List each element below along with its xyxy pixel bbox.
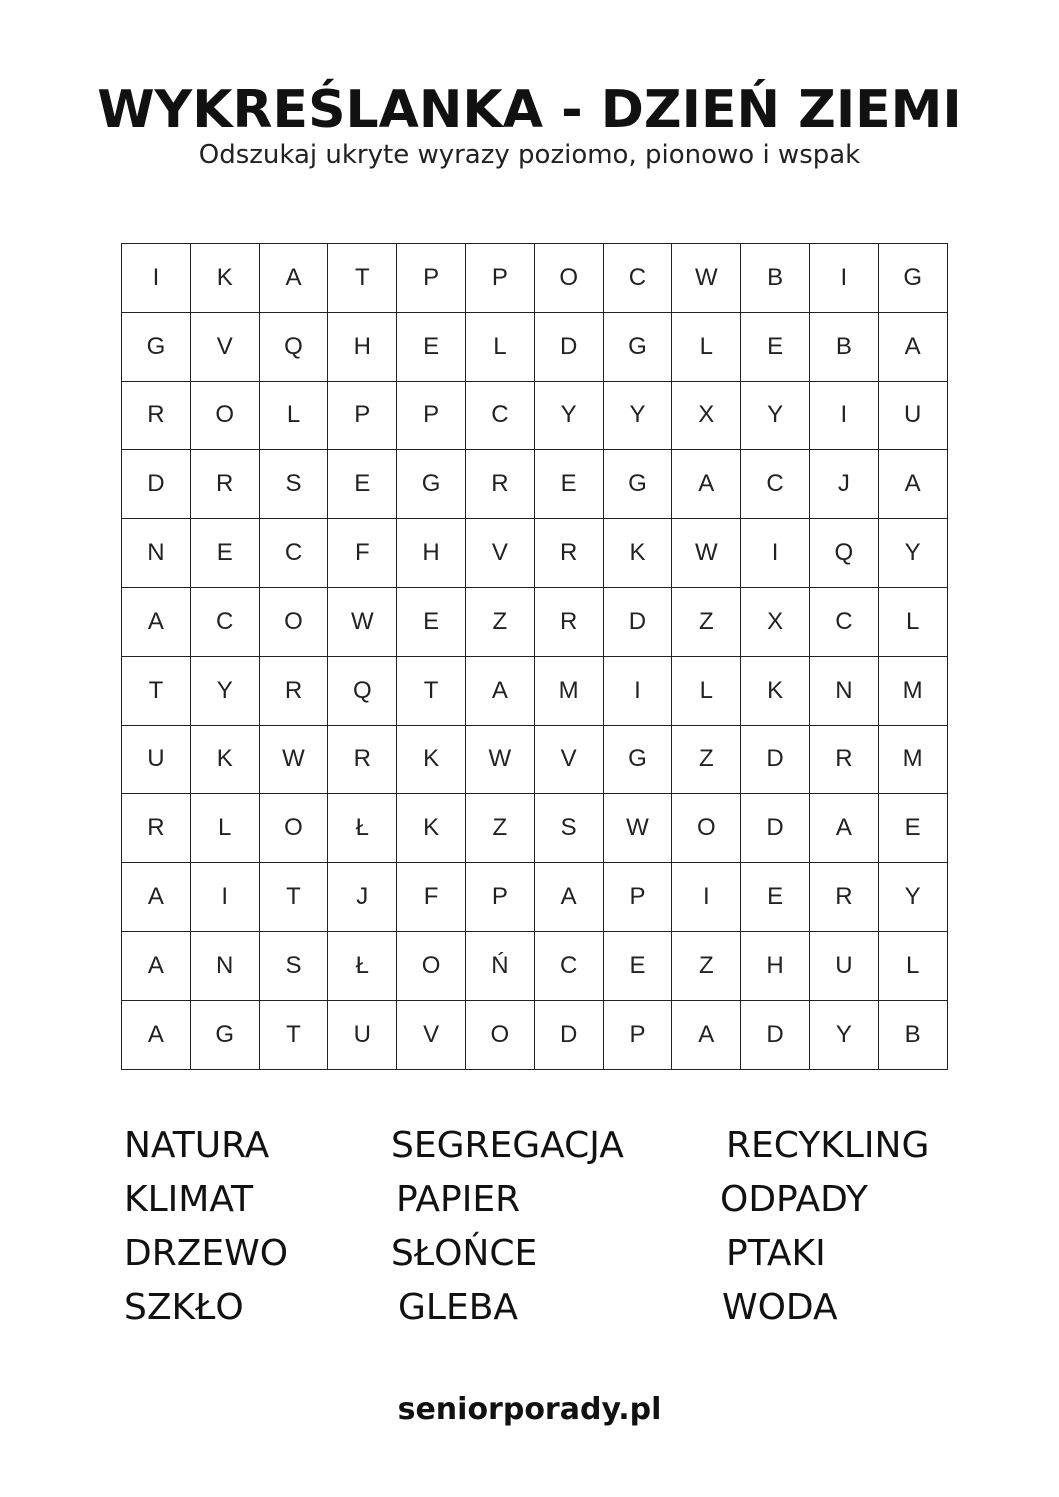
grid-cell[interactable]: W — [672, 244, 741, 313]
word-list-item: RECYKLING — [726, 1125, 930, 1166]
grid-cell[interactable]: M — [534, 656, 603, 725]
grid-cell[interactable]: C — [259, 519, 328, 588]
word-list-item: SŁOŃCE — [391, 1233, 538, 1274]
word-list-item: PAPIER — [396, 1179, 521, 1220]
grid-cell[interactable]: L — [878, 587, 947, 656]
grid-cell[interactable]: A — [672, 450, 741, 519]
grid-cell[interactable]: T — [397, 656, 466, 725]
grid-row — [122, 450, 948, 519]
grid-cell[interactable]: K — [741, 656, 810, 725]
grid-cell[interactable]: U — [328, 1000, 397, 1069]
grid-cell[interactable]: V — [190, 312, 259, 381]
grid-cell[interactable]: I — [741, 519, 810, 588]
grid-cell[interactable]: D — [534, 1000, 603, 1069]
grid-cell[interactable]: K — [397, 725, 466, 794]
grid-row — [122, 244, 948, 313]
grid-cell[interactable]: A — [878, 312, 947, 381]
grid-cell[interactable]: Y — [741, 381, 810, 450]
grid-cell[interactable]: F — [397, 863, 466, 932]
grid-cell[interactable]: D — [741, 725, 810, 794]
word-list-item: ODPADY — [720, 1179, 868, 1220]
grid-cell[interactable]: S — [259, 450, 328, 519]
word-search-grid — [121, 243, 948, 1070]
grid-cell[interactable]: J — [809, 450, 878, 519]
grid-cell[interactable]: H — [741, 931, 810, 1000]
grid-cell[interactable]: R — [534, 587, 603, 656]
grid-cell[interactable]: A — [809, 794, 878, 863]
grid-cell[interactable]: B — [809, 312, 878, 381]
word-list-item: NATURA — [124, 1125, 270, 1166]
grid-cell[interactable]: C — [534, 931, 603, 1000]
page-title: WYKREŚLANKA - DZIEŃ ZIEMI — [97, 80, 962, 140]
grid-cell[interactable]: B — [878, 1000, 947, 1069]
grid-cell[interactable]: A — [122, 863, 191, 932]
grid-cell[interactable]: I — [672, 863, 741, 932]
grid-row — [122, 794, 948, 863]
grid-cell[interactable]: E — [741, 312, 810, 381]
grid-cell[interactable]: R — [122, 794, 191, 863]
word-list-item: SEGREGACJA — [391, 1125, 624, 1166]
grid-cell[interactable]: Y — [190, 656, 259, 725]
grid-cell[interactable]: W — [672, 519, 741, 588]
grid-cell[interactable]: L — [878, 931, 947, 1000]
grid-cell[interactable]: O — [259, 794, 328, 863]
grid-cell[interactable]: V — [397, 1000, 466, 1069]
grid-cell[interactable]: S — [259, 931, 328, 1000]
grid-cell[interactable]: P — [465, 863, 534, 932]
grid-cell[interactable]: K — [190, 725, 259, 794]
grid-row — [122, 931, 948, 1000]
grid-cell[interactable]: F — [328, 519, 397, 588]
grid-cell[interactable]: Z — [672, 587, 741, 656]
grid-cell[interactable]: D — [603, 587, 672, 656]
word-list-item: GLEBA — [398, 1287, 519, 1328]
grid-cell[interactable]: T — [328, 244, 397, 313]
grid-row — [122, 587, 948, 656]
grid-cell[interactable]: P — [397, 381, 466, 450]
grid-cell[interactable]: T — [122, 656, 191, 725]
grid-cell[interactable]: D — [534, 312, 603, 381]
grid-cell[interactable]: U — [878, 381, 947, 450]
grid-cell[interactable]: W — [328, 587, 397, 656]
grid-cell[interactable]: Z — [465, 587, 534, 656]
grid-cell[interactable]: U — [122, 725, 191, 794]
grid-cell[interactable]: P — [328, 381, 397, 450]
grid-cell[interactable]: Q — [809, 519, 878, 588]
grid-cell[interactable]: K — [603, 519, 672, 588]
grid-cell[interactable]: I — [122, 244, 191, 313]
grid-cell[interactable]: N — [190, 931, 259, 1000]
grid-cell[interactable]: M — [878, 725, 947, 794]
grid-cell[interactable]: R — [809, 863, 878, 932]
grid-row — [122, 725, 948, 794]
grid-cell[interactable]: N — [122, 519, 191, 588]
word-list-item: WODA — [722, 1287, 838, 1328]
grid-cell[interactable]: O — [465, 1000, 534, 1069]
grid-row — [122, 656, 948, 725]
grid-cell[interactable]: Q — [259, 312, 328, 381]
grid-cell[interactable]: H — [397, 519, 466, 588]
grid-cell[interactable]: T — [259, 1000, 328, 1069]
word-list-item: PTAKI — [726, 1233, 826, 1274]
word-list-item: DRZEWO — [124, 1233, 289, 1274]
grid-cell[interactable]: V — [534, 725, 603, 794]
grid-cell[interactable]: D — [741, 794, 810, 863]
grid-cell[interactable]: N — [809, 656, 878, 725]
grid-cell[interactable]: E — [190, 519, 259, 588]
grid-row — [122, 863, 948, 932]
grid-cell[interactable]: C — [809, 587, 878, 656]
grid-cell[interactable]: A — [259, 244, 328, 313]
grid-cell[interactable]: G — [603, 450, 672, 519]
grid-cell[interactable]: K — [190, 244, 259, 313]
grid-cell[interactable]: D — [122, 450, 191, 519]
grid-row — [122, 312, 948, 381]
grid-cell[interactable]: W — [259, 725, 328, 794]
grid-cell[interactable]: E — [397, 587, 466, 656]
grid-cell[interactable]: B — [741, 244, 810, 313]
grid-cell[interactable]: T — [259, 863, 328, 932]
grid-cell[interactable]: U — [809, 931, 878, 1000]
grid-cell[interactable]: R — [465, 450, 534, 519]
grid-cell[interactable]: A — [122, 1000, 191, 1069]
grid-cell[interactable]: S — [534, 794, 603, 863]
grid-cell[interactable]: C — [741, 450, 810, 519]
grid-cell[interactable]: I — [603, 656, 672, 725]
grid-cell[interactable]: R — [259, 656, 328, 725]
grid-cell[interactable]: A — [465, 656, 534, 725]
grid-cell[interactable]: L — [672, 656, 741, 725]
grid-cell[interactable]: V — [465, 519, 534, 588]
grid-cell[interactable]: Ł — [328, 931, 397, 1000]
grid-cell[interactable]: E — [603, 931, 672, 1000]
grid-cell[interactable]: A — [122, 931, 191, 1000]
word-list — [0, 1125, 1059, 1345]
grid-cell[interactable]: G — [603, 725, 672, 794]
grid-cell[interactable]: O — [672, 794, 741, 863]
grid-cell[interactable]: A — [534, 863, 603, 932]
grid-cell[interactable]: O — [397, 931, 466, 1000]
grid-cell[interactable]: L — [190, 794, 259, 863]
grid-cell[interactable]: G — [122, 312, 191, 381]
grid-cell[interactable]: P — [397, 244, 466, 313]
grid-cell[interactable]: A — [672, 1000, 741, 1069]
grid-cell[interactable]: L — [259, 381, 328, 450]
grid-cell[interactable]: E — [397, 312, 466, 381]
grid-cell[interactable]: X — [672, 381, 741, 450]
grid-cell[interactable]: Ł — [328, 794, 397, 863]
grid-row — [122, 519, 948, 588]
grid-cell[interactable]: P — [465, 244, 534, 313]
grid-cell[interactable]: L — [672, 312, 741, 381]
grid-cell[interactable]: R — [809, 725, 878, 794]
grid-row — [122, 381, 948, 450]
grid-cell[interactable]: R — [534, 519, 603, 588]
grid-cell[interactable]: Z — [672, 725, 741, 794]
grid-cell[interactable]: O — [190, 381, 259, 450]
word-list-item: KLIMAT — [124, 1179, 254, 1220]
grid-cell[interactable]: Y — [878, 863, 947, 932]
grid-cell[interactable]: A — [122, 587, 191, 656]
grid-cell[interactable]: P — [603, 1000, 672, 1069]
grid-cell[interactable]: I — [809, 244, 878, 313]
grid-cell[interactable]: Z — [672, 931, 741, 1000]
grid-cell[interactable]: C — [190, 587, 259, 656]
grid-cell[interactable]: E — [328, 450, 397, 519]
grid-cell[interactable]: M — [878, 656, 947, 725]
grid-cell[interactable]: E — [534, 450, 603, 519]
grid-cell[interactable]: Y — [534, 381, 603, 450]
grid-cell[interactable]: D — [741, 1000, 810, 1069]
grid-cell[interactable]: P — [603, 863, 672, 932]
grid-cell[interactable]: R — [328, 725, 397, 794]
grid-cell[interactable]: L — [465, 312, 534, 381]
grid-cell[interactable]: R — [190, 450, 259, 519]
grid-cell[interactable]: E — [741, 863, 810, 932]
grid-cell[interactable]: Q — [328, 656, 397, 725]
grid-cell[interactable]: K — [397, 794, 466, 863]
grid-cell[interactable]: R — [122, 381, 191, 450]
grid-cell[interactable]: O — [259, 587, 328, 656]
grid-cell[interactable]: G — [878, 244, 947, 313]
grid-cell[interactable]: W — [603, 794, 672, 863]
grid-cell[interactable]: Y — [809, 1000, 878, 1069]
grid-row — [122, 1000, 948, 1069]
grid-cell[interactable]: C — [465, 381, 534, 450]
grid-cell[interactable]: X — [741, 587, 810, 656]
grid-cell[interactable]: H — [328, 312, 397, 381]
grid-cell[interactable]: A — [878, 450, 947, 519]
grid-cell[interactable]: Y — [878, 519, 947, 588]
footer-site: seniorporady.pl — [397, 1392, 662, 1427]
grid-cell[interactable]: G — [603, 312, 672, 381]
grid-cell[interactable]: G — [397, 450, 466, 519]
grid-cell[interactable]: G — [190, 1000, 259, 1069]
grid-cell[interactable]: J — [328, 863, 397, 932]
grid-cell[interactable]: I — [190, 863, 259, 932]
page-subtitle: Odszukaj ukryte wyrazy poziomo, pionowo i wspak — [198, 140, 861, 170]
grid-cell[interactable]: Ń — [465, 931, 534, 1000]
grid-cell[interactable]: C — [603, 244, 672, 313]
word-list-item: SZKŁO — [124, 1287, 244, 1328]
grid-cell[interactable]: O — [534, 244, 603, 313]
grid-cell[interactable]: E — [878, 794, 947, 863]
grid-cell[interactable]: I — [809, 381, 878, 450]
grid-cell[interactable]: W — [465, 725, 534, 794]
grid-cell[interactable]: Z — [465, 794, 534, 863]
grid-cell[interactable]: Y — [603, 381, 672, 450]
